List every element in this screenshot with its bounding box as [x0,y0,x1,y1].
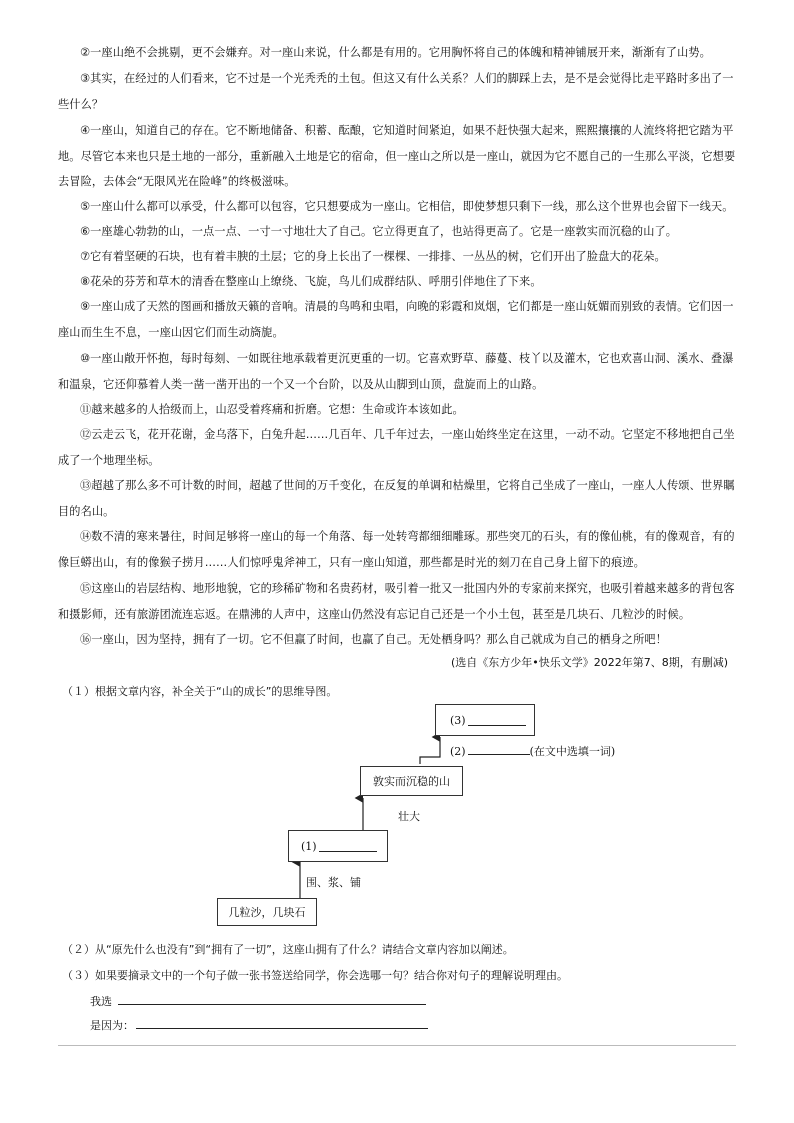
mindmap-box-mid-text: 敦实而沉稳的山 [373,775,450,788]
mindmap-label-2-num: (2) [450,745,466,758]
source-citation: (选自《东方少年•快乐文学》2022年第7、8期，有删减) [450,656,728,669]
mindmap-blank-1[interactable] [319,841,377,852]
paragraph-8: ⑧花朵的芬芳和草木的清香在整座山上缭绕、飞旋，鸟儿们成群结队、呼朋引伴地住了下来。 [80,275,542,288]
answer-reason-label: 是因为： [90,1019,134,1032]
mindmap-box-1 [288,830,388,862]
paragraph-6: ⑥一座雄心勃勃的山，一点一点、一寸一寸地壮大了自己。它立得更直了，也站得更高了。它是一座敦实而沉稳的山了。 [80,225,678,238]
paragraph-11: ⑪越来越多的人拾级而上，山忍受着疼痛和折磨。它想：生命或许本该如此。 [80,403,464,416]
mindmap-box-start-text: 几粒沙，几块石 [228,906,306,919]
mindmap-box-1-label: (1) [301,839,317,853]
paragraph-2: ②一座山绝不会挑剔，更不会嫌弃。对一座山来说，什么都是有用的。它用胸怀将自己的体魄和精神铺展开来，渐渐有了山势。 [80,46,711,59]
paragraph-7: ⑦它有着坚硬的石块，也有着丰腴的土层；它的身上长出了一棵棵、一排排、一丛丛的树，它们开出了脸盘大的花朵。 [80,250,666,263]
paragraph-12: ⑫云走云飞，花开花谢，金乌落下，白兔升起……几百年、几千年过去，一座山始终坐定在这里，一动不动。它坚定不移地把自己坐成了一个地理坐标。 [58,428,735,467]
mindmap-label-2-note: (在文中选填一词) [529,745,616,758]
answer-choose-line[interactable] [118,1004,426,1005]
mindmap-box-mid [360,766,463,796]
paragraph-10: ⑩一座山敞开怀抱，每时每刻、一如既往地承载着更沉更重的一切。它喜欢野草、藤蔓、枝丫以及灌木，它也欢喜山洞、溪水、叠瀑和温泉，它还仰慕着人类一凿一凿开出的一个又一个台阶，以及从山脚到山顶，盘旋而上的山路。 [58,352,734,391]
mindmap-box-start [217,898,317,926]
paragraph-9: ⑨一座山成了天然的图画和播放天籁的音响。清晨的鸟鸣和虫唱，向晚的彩霞和岚烟，它们都是一座山妩媚而别致的表情。它们因一座山而生生不息，一座山因它们而生动旖旎。 [58,300,734,339]
mindmap-blank-2[interactable] [468,744,530,755]
mindmap-box-3-label: (3) [450,713,466,727]
mindmap-label-2 [450,743,615,759]
paragraph-5: ⑤一座山什么都可以承受，什么都可以包容，它只想要成为一座山。它相信，即使梦想只剩下一线，那么这个世界也会留下一线天。 [80,200,734,213]
answer-choose-label: 我选 [90,995,112,1008]
paragraph-16: ⑯一座山，因为坚持，拥有了一切。它不但赢了时间，也赢了自己。无处栖身吗？那么自己就成为自己的栖身之所吧！ [80,633,667,646]
answer-reason-line[interactable] [136,1028,428,1029]
page-bottom-rule [58,1045,736,1046]
mindmap-edge-label-1: 围、浆、铺 [306,876,361,889]
paragraph-15: ⑮这座山的岩层结构、地形地貌，它的珍稀矿物和名贵药材，吸引着一批又一批国内外的专家前来探究，也吸引着越来越多的背包客和摄影师，还有旅游团流连忘返。在鼎沸的人声中，这座山仍然没有忘记自己还是一个小土包，甚至是几块石、几粒沙的时候。 [58,582,735,621]
mindmap-blank-3[interactable] [468,715,526,726]
question-1: （１）根据文章内容，补全关于“山的成长”的思维导图。 [62,685,338,698]
paragraph-3: ③其实，在经过的人们看来，它不过是一个光秃秃的土包。但这又有什么关系？人们的脚踩上去，是不是会觉得比走平路时多出了一些什么？ [58,72,734,111]
paragraph-13: ⑬超越了那么多不可计数的时间，超越了世间的万千变化，在反复的单调和枯燥里，它将自己坐成了一座山，一座人人传颂、世界瞩目的名山。 [58,479,735,518]
paragraph-14: ⑭数不清的寒来暑往，时间足够将一座山的每一个角落、每一处转弯都细细雕琢。那些突兀的石头，有的像仙桃，有的像观音，有的像巨蟒出山，有的像猴子捞月……人们惊呼鬼斧神工，只有一座山知道，那些都是时光的刻刀在自己身上留下的痕迹。 [58,530,735,569]
mindmap-box-3 [435,704,535,736]
paragraph-4: ④一座山，知道自己的存在。它不断地储备、积蓄、酝酿，它知道时间紧迫，如果不赶快强大起来，熙熙攘攘的人流终将把它踏为平地。尽管它本来也只是土地的一部分，重新融入土地是它的宿命，但一座山之所以是一座山，就因为它不愿自己的一生那么平淡，它想要去冒险，去体会“无限风光在险峰”的终极滋味。 [58,124,736,188]
question-3: （３）如果要摘录文中的一个句子做一张书签送给同学，你会选哪一句？结合你对句子的理解说明理由。 [62,969,568,982]
mindmap-edge-label-2: 壮大 [398,810,420,823]
question-2: （２）从“原先什么也没有”到“拥有了一切”，这座山拥有了什么？请结合文章内容加以阐述。 [62,943,514,956]
